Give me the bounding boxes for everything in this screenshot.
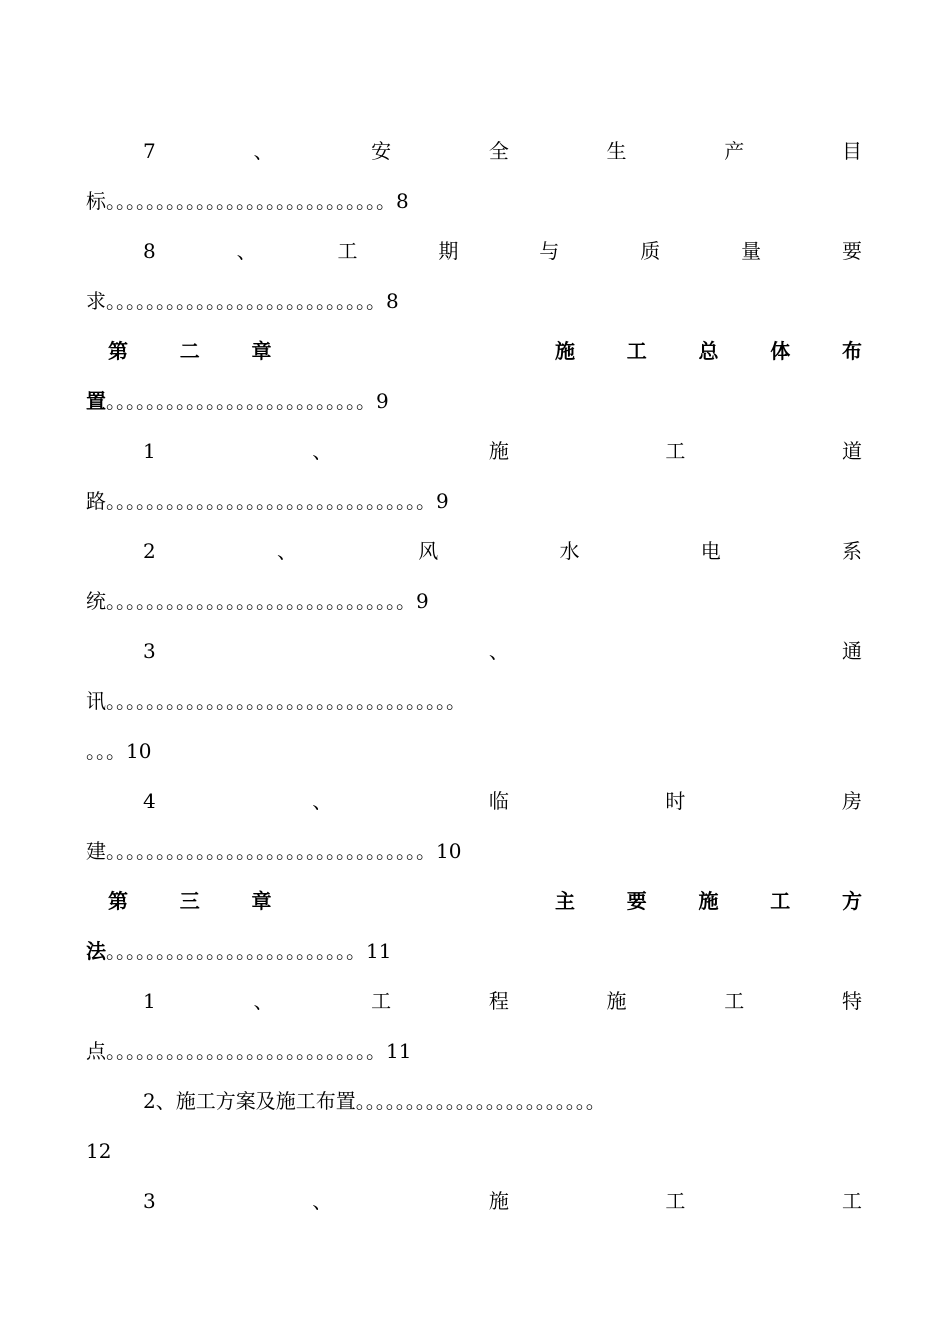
toc-entry-safety-goal[interactable]: 7 、 安 全 生 产 目	[143, 139, 862, 163]
toc-entry-roads[interactable]: 1 、 施 工 道	[143, 439, 862, 463]
toc-entry-schedule-quality[interactable]: 8 、 工 期 与 质 量 要	[143, 239, 862, 263]
toc-entry-characteristics[interactable]: 1 、 工 程 施 工 特	[143, 989, 862, 1013]
toc-entry-communication[interactable]: 3 、 通	[143, 639, 862, 663]
toc-entry-schedule-quality-tail: 求。。。。。。。。。。。。。。。。。。。。。。。。。。。8	[86, 289, 399, 313]
toc-chapter-2[interactable]: 第 二 章 施 工 总 体 布	[108, 339, 862, 363]
toc-entry-plan-layout[interactable]: 2、施工方案及施工布置。。。。。。。。。。。。。。。。。。。。。。。。	[143, 1089, 606, 1113]
toc-chapter-3[interactable]: 第 三 章 主 要 施 工 方	[108, 889, 862, 913]
toc-entry-characteristics-tail: 点。。。。。。。。。。。。。。。。。。。。。。。。。。。11	[86, 1039, 412, 1063]
toc-entry-construction[interactable]: 3 、 施 工 工	[143, 1189, 862, 1213]
toc-chapter-2-tail: 置。。。。。。。。。。。。。。。。。。。。。。。。。。9	[86, 389, 389, 413]
toc-entry-communication-page: 。。。10	[86, 739, 152, 763]
toc-entry-roads-tail: 路。。。。。。。。。。。。。。。。。。。。。。。。。。。。。。。。9	[86, 489, 449, 513]
toc-entry-plan-layout-page: 12	[86, 1139, 112, 1163]
toc-entry-utilities-tail: 统。。。。。。。。。。。。。。。。。。。。。。。。。。。。。。9	[86, 589, 429, 613]
toc-entry-safety-goal-tail: 标。。。。。。。。。。。。。。。。。。。。。。。。。。。。8	[86, 189, 409, 213]
toc-entry-communication-tail: 讯。。。。。。。。。。。。。。。。。。。。。。。。。。。。。。。。。。。	[86, 689, 466, 713]
toc-entry-temp-buildings[interactable]: 4 、 临 时 房	[143, 789, 862, 813]
toc-entry-utilities[interactable]: 2 、 风 水 电 系	[143, 539, 862, 563]
toc-chapter-3-tail: 法。。。。。。。。。。。。。。。。。。。。。。。。。11	[86, 939, 392, 963]
toc-entry-temp-buildings-tail: 建。。。。。。。。。。。。。。。。。。。。。。。。。。。。。。。。10	[86, 839, 462, 863]
